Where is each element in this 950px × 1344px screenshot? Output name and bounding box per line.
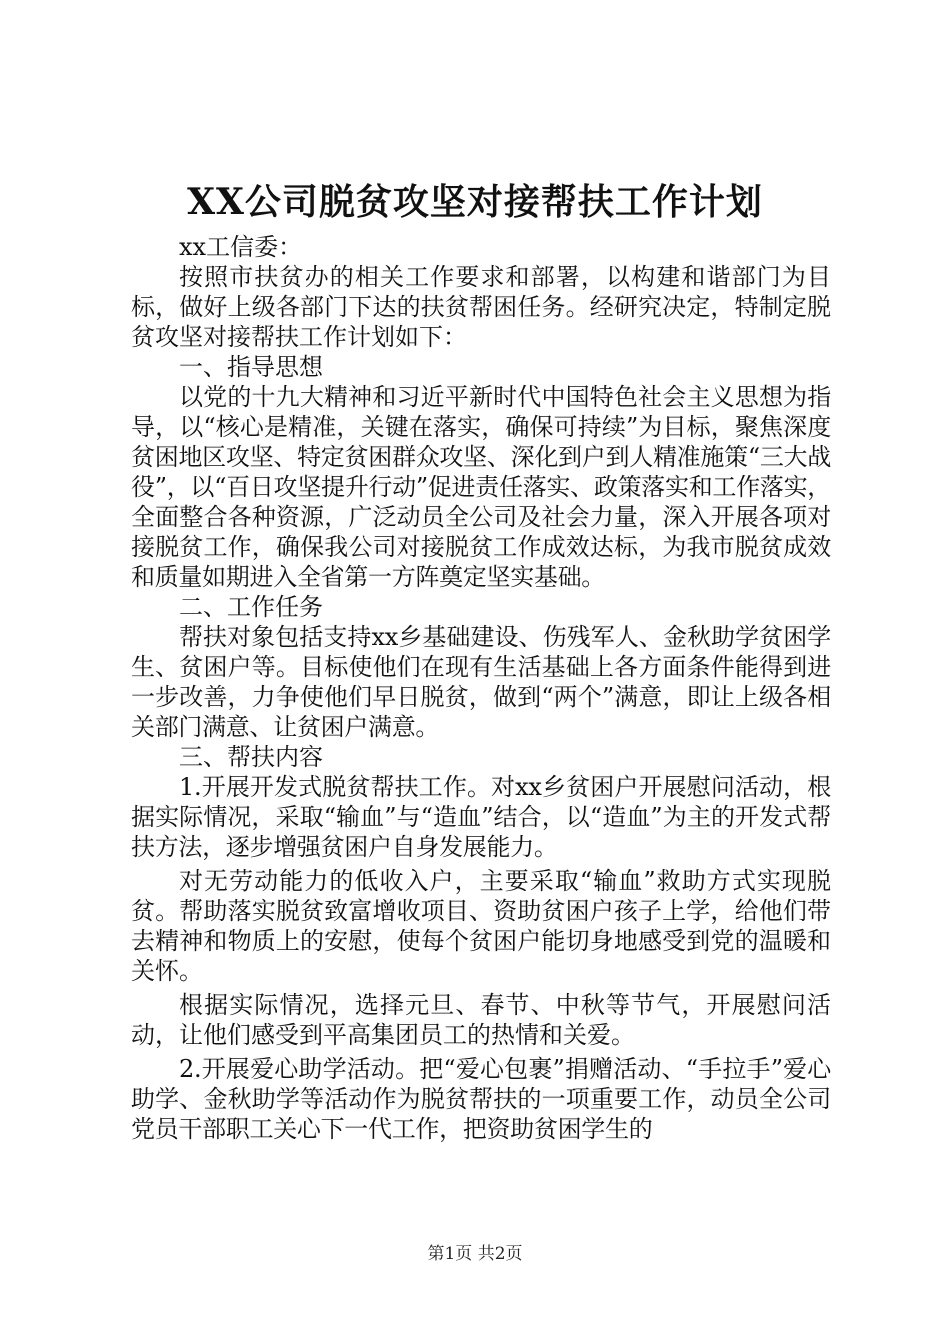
page-number-footer: 第1页 共2页 bbox=[427, 1244, 523, 1264]
document-body bbox=[131, 232, 831, 1144]
assistance-item-1-paragraph: 1.开展开发式脱贫帮扶工作。对xx乡贫困户开展慰问活动，根据实际情况，采取“输血”与“造血”结合，以“造血”为主的开发式帮扶方法，逐步增强贫困户自身发展能力。 bbox=[131, 773, 831, 861]
guiding-ideology-paragraph: 以党的十九大精神和习近平新时代中国特色社会主义思想为指导，以“核心是精准，关键在落实，确保可持续”为目标，聚焦深度贫困地区攻坚、特定贫困群众攻坚、深化到户到人精准施策“三大战役”，以“百日攻坚提升行动”促进责任落实、政策落实和工作落实，全面整合各种资源，广泛动员全公司及社会力量，深入开展各项对接脱贫工作，确保我公司对接脱贫工作成效达标，为我市脱贫成效和质量如期进入全省第一方阵奠定坚实基础。 bbox=[131, 383, 831, 591]
salutation: xx工信委： bbox=[179, 233, 303, 261]
section-heading-assistance-content: 三、帮扶内容 bbox=[179, 743, 323, 771]
intro-paragraph: 按照市扶贫办的相关工作要求和部署，以构建和谐部门为目标，做好上级各部门下达的扶贫帮困任务。经研究决定，特制定脱贫攻坚对接帮扶工作计划如下： bbox=[131, 263, 831, 351]
document-title: XX公司脱贫攻坚对接帮扶工作计划 bbox=[187, 181, 763, 223]
assistance-item-2-paragraph: 2.开展爱心助学活动。把“爱心包裹”捐赠活动、“手拉手”爱心助学、金秋助学等活动作为脱贫帮扶的一项重要工作，动员全公司党员干部职工关心下一代工作，把资助贫困学生的 bbox=[131, 1055, 831, 1143]
section-heading-guiding-ideology: 一、指导思想 bbox=[179, 353, 323, 381]
low-income-paragraph: 对无劳动能力的低收入户，主要采取“输血”救助方式实现脱贫。帮助落实脱贫致富增收项目、资助贫困户孩子上学，给他们带去精神和物质上的安慰，使每个贫困户能切身地感受到党的温暖和关怀。 bbox=[131, 867, 831, 985]
holiday-visit-paragraph: 根据实际情况，选择元旦、春节、中秋等节气，开展慰问活动，让他们感受到平高集团员工的热情和关爱。 bbox=[131, 991, 831, 1049]
section-heading-work-tasks: 二、工作任务 bbox=[179, 593, 323, 621]
work-tasks-paragraph: 帮扶对象包括支持xx乡基础建设、伤残军人、金秋助学贫困学生、贫困户等。目标使他们在现有生活基础上各方面条件能得到进一步改善，力争使他们早日脱贫，做到“两个”满意，即让上级各相关部门满意、让贫困户满意。 bbox=[131, 623, 831, 741]
